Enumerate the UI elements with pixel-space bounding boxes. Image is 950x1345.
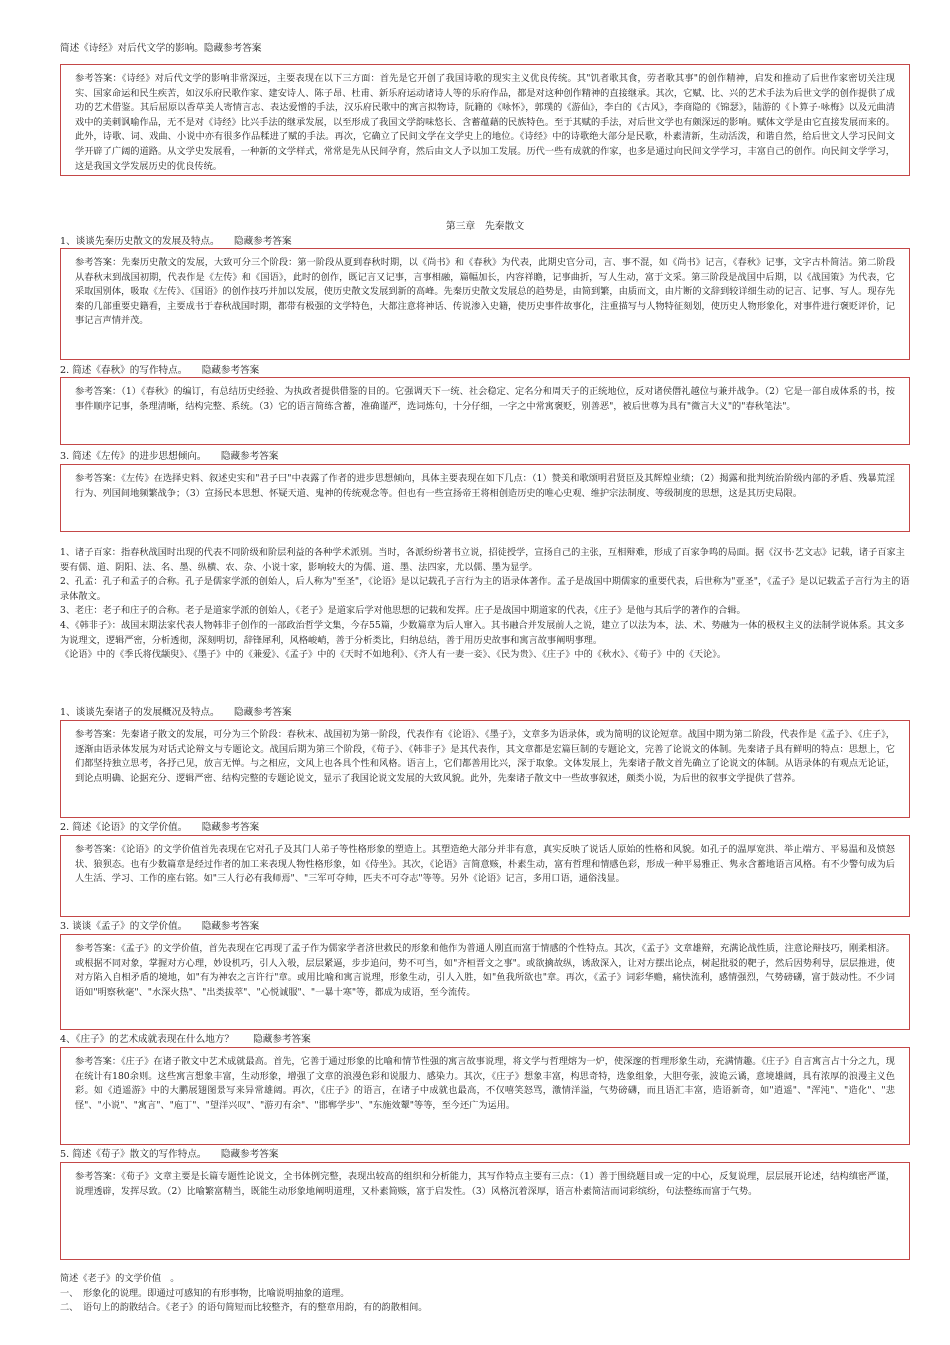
question-4: 1、谈谈先秦诸子的发展概况及特点。 隐藏参考答案	[60, 707, 292, 718]
term-item: 4、《韩非子》：战国末期法家代表人物韩非子创作的一部政治哲学文集，今存55篇，少数篇章为后人窜入。其书融合并发展前人之说，建立了以法为本，法、术、势融为一体的极权主义的法制学说体系。其文多为说理文，逻辑严密，分析透彻，深刻明切，辞锋犀利，风格峻峭，善于分析类比，归纳总结，善于用历史故事和寓言故事阐明事理。	[60, 619, 905, 646]
question-1: 1、谈谈先秦历史散文的发展及特点。 隐藏参考答案	[60, 236, 292, 247]
term-item: 2、孔孟：孔子和孟子的合称。孔子是儒家学派的创始人，后人称为"至圣"，《论语》是以记载孔子言行为主的语录体著作。孟子是战国中期儒家的重要代表，后世称为"亚圣"，《孟子》是以记载孟子言行为主的语录体散文。	[60, 576, 910, 602]
answer-text: 参考答案：（1）《春秋》的编订，有总结历史经验、为执政者提供借鉴的目的。它强调天下一统、社会稳定、定名分和周天子的正统地位，反对诸侯僭礼越位与兼并战争。（2）它是一部自成体系的书，按事件顺序记事，条理清晰，结构完整、系统。（3）它的语言简练含蓄，准确谨严，选词炼句，十分仔细，一字之中常寓褒贬，别善恶"，被后世尊为具有"微言大义"的"春秋笔法"。	[75, 386, 895, 412]
question-6: 3. 谈谈《孟子》的文学价值。 隐藏参考答案	[60, 921, 260, 932]
term-item: 1、诸子百家：指春秋战国时出现的代表不同阶级和阶层利益的各种学术派别。当时，各派纷纷著书立说，招徒授学，宣扬自己的主张，互相辩难，形成了百家争鸣的局面。据《汉书·艺文志》记载，诸子百家主要有儒、道、阴阳、法、名、墨、纵横、农、杂、小说十家，影响较大的为儒、道、墨、法四家，尤以儒、墨为显学。	[60, 547, 905, 573]
intro-question: 简述《诗经》对后代文学的影响。隐藏参考答案	[60, 43, 262, 54]
question-5: 2. 简述《论语》的文学价值。 隐藏参考答案	[60, 822, 260, 833]
answer-box-8	[60, 1162, 910, 1260]
answer-box-6	[60, 934, 910, 1030]
chapter-title: 第三章 先秦散文	[445, 221, 525, 232]
question-7: 4、《庄子》的艺术成就表现在什么地方？ 隐藏参考答案	[60, 1034, 311, 1045]
term-item: 3、老庄：老子和庄子的合称。老子是道家学派的创始人，《老子》是道家后学对他思想的记载和发挥。庄子是战国中期道家的代表，《庄子》是他与其后学的著作的合辑。	[60, 605, 746, 617]
answer-text: 参考答案：先秦诸子散文的发展，可分为三个阶段：春秋末、战国初为第一阶段，代表作有《论语》、《墨子》，文章多为语录体，或为简明的议论短章。战国中期为第二阶段，代表作是《孟子》、《庄子》，逐渐由语录体发展为对话式论辩文与专题论文。战国后期为第三个阶段，《荀子》、《韩非子》是其代表作，其文章都是宏篇巨制的专题论文，完善了论说文的体制。先秦诸子具有鲜明的特点：思想上，它们都坚持独立思考，各抒己见，放言无惮。与之相应，文风上也各具个性和风格。语言上，它们都善用比兴，深于取象。文体发展上，先秦诸子散文首先确立了论说文的体制。从语录体的有观点无论证，到论点明确、论据充分、逻辑严密、结构完整的专题论说文，显示了我国论说文发展的大致风貌。此外，先秦诸子散文中一些故事叙述，颇类小说，为后世的叙事文学提供了营养。	[75, 729, 895, 784]
question-2: 2. 简述《春秋》的写作特点。 隐藏参考答案	[60, 365, 260, 376]
answer-box-shijing	[60, 64, 910, 176]
answer-box-5	[60, 835, 910, 917]
answer-text: 参考答案：《左传》在选择史料、叙述史实和"君子曰"中表露了作者的进步思想倾向，具体主要表现在如下几点：（1）赞美和歌颂明君贤臣及其辉煌业绩；（2）揭露和批判统治阶级内部的矛盾、残暴荒淫行为、列国间地频繁战争；（3）宣扬民本思想、怀疑天道、鬼神的传统观念等。但也有一些宣扬帝王将相创造历史的唯心史观、维护宗法制度、等级制度的思想，这是其历史局限。	[75, 473, 895, 499]
answer-text: 参考答案：《庄子》在诸子散文中艺术成就最高。首先，它善于通过形象的比喻和情节性强的寓言故事说理，将文学与哲理熔为一炉，使深邃的哲理形象生动，充满情趣。《庄子》自言寓言占十分之九，现在统计有180余则。这些寓言想象丰富，生动形象，增强了文章的浪漫色彩和说服力、感染力。其次，《庄子》想象丰富，构思奇特，选象组象，大胆夸张，波诡云谲，意境雄阔，具有浓厚的浪漫主义色彩。如《逍遥游》中的大鹏展翅图景写来异常雄阔。再次，《庄子》的语言，在诸子中成就也最高，不仅嘻笑怒骂，激情洋溢，气势磅礴，而且语汇丰富，造语新奇，如"逍遥"、"浑沌"、"造化"、"悲怪"、"小说"、"寓言"、"庖丁"、"望洋兴叹"、"游刃有余"、"邯郸学步"、"东施效颦"等等，至今还广为运用。	[75, 1056, 895, 1111]
answer-text: 参考答案：《荀子》文章主要是长篇专题性论说文，全书体例完整，表现出较高的组织和分析能力，其写作特点主要有三点：（1）善于围绕题目或一定的中心，反复说理，层层展开论述，结构缜密严谨，说理透辟，发挥尽致。（2）比喻繁富精当，既能生动形象地阐明道理，又朴素简赅，富于启发性。（3）风格沉着深厚，语言朴素简洁而词彩缤纷，句法整练而富于气势。	[75, 1171, 895, 1197]
laozi-point-1: 一、 形象化的说理。即通过可感知的有形事物，比喻说明抽象的道理。	[60, 1287, 350, 1299]
terms-section	[60, 546, 910, 663]
laozi-point-2: 二、 语句上的韵散结合。《老子》的语句简短而比较整齐，有的整章用韵，有的韵散相间。	[60, 1302, 428, 1314]
answer-text: 参考答案：《孟子》的文学价值，首先表现在它再现了孟子作为儒家学者济世救民的形象和他作为普通人刚直而富于情感的个性特点。其次，《孟子》文章雄辩，充满论战性质，注意论辩技巧，刚柔相济。或根据不同对象，掌握对方心理，妙设机巧，引人入彀，层层紧逼，步步追问，势不可当，如"齐桓晋文之事"。或欲擒故纵，诱敌深入，让对方摆出论点，树起批驳的靶子，然后因势利导，层层推进，使对方陷入自相矛盾的境地，如"有为神农之言许行"章。或用比喻和寓言说理，形象生动，引人入胜，如"鱼我所欲也"章。再次，《孟子》词彩华赡，痛快流利，感情强烈，气势磅礴，富于鼓动性。不少词语如"明察秋毫"、"水深火热"、"出类拔萃"、"心悦诚服"、"一暴十寒"等，都成为成语，至今流传。	[75, 943, 895, 998]
question-8: 5. 简述《荀子》散文的写作特点。 隐藏参考答案	[60, 1149, 279, 1160]
question-3: 3. 简述《左传》的进步思想倾向。 隐藏参考答案	[60, 451, 279, 462]
answer-text: 参考答案：《诗经》对后代文学的影响非常深远，主要表现在以下三方面：首先是它开创了我国诗歌的现实主义优良传统。其"饥者歌其食，劳者歌其事"的创作精神，启发和推动了后世作家密切关注现实、国家命运和民生疾苦，如汉乐府民歌作家、建安诗人、陈子昂、杜甫、新乐府运动诸诗人等的乐府作品，都是对这种创作精神的直接继承。其次，它赋、比、兴的艺术手法为后世文学的创作提供了成功的艺术借鉴。其后屈原以香草美人寄情言志、表达爱憎的手法，汉乐府民歌中的寓言拟物诗，阮籍的《咏怀》，郭璞的《游仙》，李白的《古风》，李商隐的《锦瑟》，陆游的《卜算子·咏梅》以及元曲清戏中的美刺讽喻作品，无不是对《诗经》比兴手法的继承发展，以至形成了我国文学韵味悠长、含蓄蕴藉的民族特色。至于其赋的手法，对后世文学也有颇深远的影响。赋体文学是由它直接发展而来的。此外，诗歌、词、戏曲、小说中亦有很多作品糅进了赋的手法。再次，它确立了民间文学在文学史上的地位。《诗经》中的诗歌绝大部分是民歌，朴素清新，生动活泼，和谐自然，给后世文人学习民间文学开辟了广阔的道路。从文学史发展看，一种新的文学样式，常常是先从民间孕育，然后由文人予以加工发展。历代一些有成就的作家，也多是通过向民间文学学习，丰富自己的创作。向民间文学学习，这是我国文学发展历史的优良传统。	[75, 73, 895, 172]
laozi-title: 简述《老子》的文学价值 。	[60, 1273, 180, 1284]
answer-box-7	[60, 1047, 910, 1145]
term-item: 《论语》中的《季氏将伐颛臾》、《墨子》中的《兼爱》、《孟子》中的《天时不如地利》、《齐人有一妻一妾》、《民为贵》、《庄子》中的《秋水》、《荀子》中的《天论》。	[60, 649, 727, 661]
answer-box-1	[60, 248, 910, 360]
answer-box-4	[60, 720, 910, 818]
answer-box-3	[60, 464, 910, 532]
answer-text: 参考答案：《论语》的文学价值首先表现在它对孔子及其门人弟子等性格形象的塑造上。其塑造绝大部分并非有意，真实反映了说话人原始的性格和风貌。如孔子的温厚宽洪、举止端方、平易温和及愤怒状、狼狈态。也有少数篇章是经过作者的加工来表现人物性格形象，如《侍坐》。其次，《论语》言简意赅，朴素生动，富有哲理和情感色彩，形成一种平易雅正、隽永含蓄地语言风格。有不少警句成为后人生活、学习、工作的座右铭。如"三人行必有我师焉"、"三军可夺帅，匹夫不可夺志"等等。另外《论语》记言，多用口语，通俗浅显。	[75, 844, 895, 885]
laozi-section	[60, 1272, 910, 1316]
answer-box-2	[60, 377, 910, 445]
answer-text: 参考答案：先秦历史散文的发展，大致可分三个阶段：第一阶段从夏到春秋时期，以《尚书》和《春秋》为代表，此期史官分司，言、事不混，如《尚书》记言，《春秋》记事，文字古朴简洁。第二阶段从春秋末到战国初期，代表作是《左传》和《国语》，此时的创作，既记言又记事，言事相融，篇幅加长，内容祥瞻，记事曲折，写人生动，富于文采。第三阶段是战国中后期，以《战国策》为代表，它采取国别体，吸取《左传》、《国语》的创作技巧并加以发展，使历史散文发展到新的高峰。先秦历史散文发展总的趋势是，由简到繁，由质而文，由片断的文辞到较详细生动的记言、记事、写人。现存先秦的几部重要史籍看，主要成书于春秋战国时期，都带有极强的文学特色，大都注意将神话、传说渗入史籍，使历史事件故事化，注重描写与人物特征刻划，使历史人物形象化，对事件进行褒贬评价，记事记言声情并茂。	[75, 257, 895, 327]
